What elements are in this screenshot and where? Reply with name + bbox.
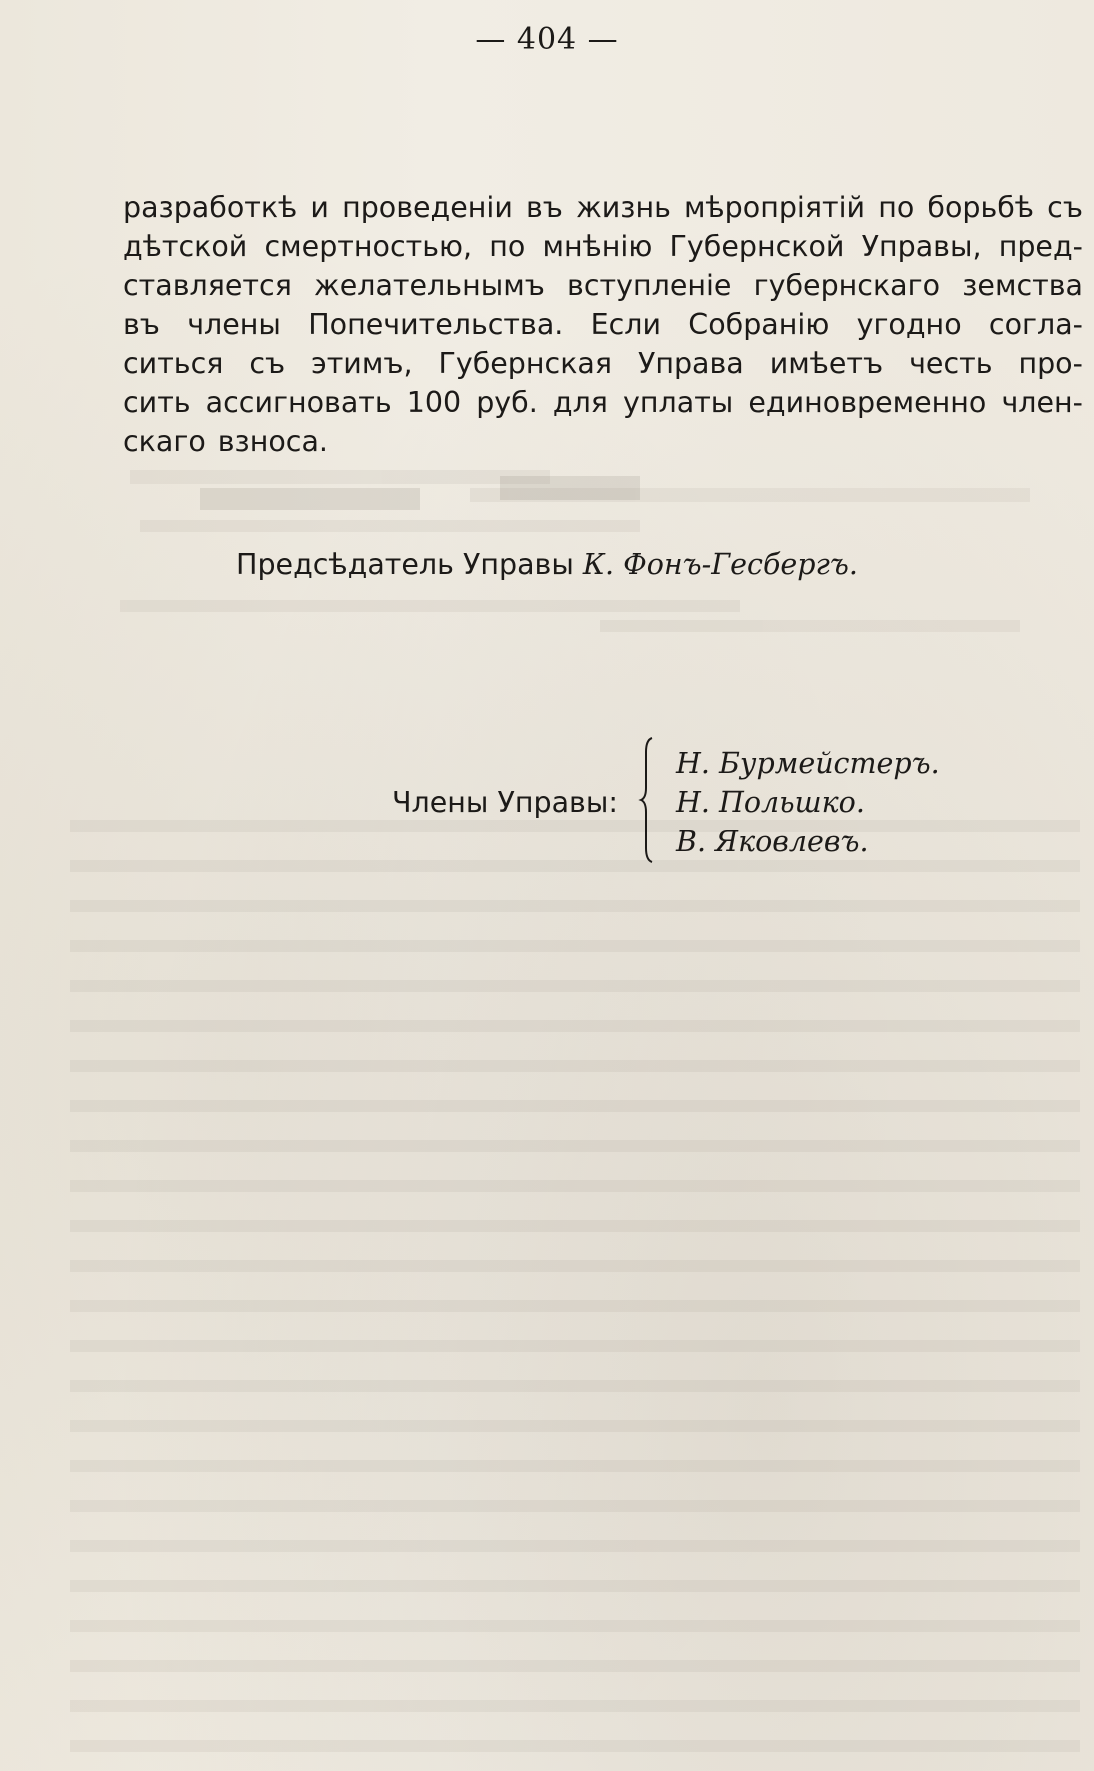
text-line: въ члены Попечительства. Если Собранію угодно согла- (123, 308, 1083, 341)
text-line: дѣтской смертностью, по мнѣнію Губернской Управы, пред- (123, 230, 1083, 263)
chairman-signature-line (0, 548, 1094, 581)
text-line: ситься съ этимъ, Губернская Управа имѣетъ честь про- (123, 347, 1083, 380)
member-name: Н. Польшко. (676, 786, 865, 819)
text-line: ставляется желательнымъ вступленіе губернскаго земства (123, 269, 1083, 302)
chairman-name: К. Фонъ-Гесбергъ. (582, 548, 858, 581)
text-line: сить ассигновать 100 руб. для уплаты единовременно член- (123, 386, 1083, 419)
brace-icon (638, 736, 658, 864)
page-number: — 404 — (475, 22, 619, 57)
text-line: разработкѣ и проведеніи въ жизнь мѣропріятій по борьбѣ съ (123, 191, 1083, 224)
text-line: скаго взноса. (123, 425, 328, 458)
member-name: В. Яковлевъ. (676, 825, 869, 858)
chairman-label: Предсѣдатель Управы (236, 548, 574, 581)
member-name: Н. Бурмейстеръ. (676, 747, 940, 780)
members-list (676, 744, 940, 861)
members-label: Члены Управы: (392, 786, 618, 819)
body-paragraph (123, 188, 1083, 461)
